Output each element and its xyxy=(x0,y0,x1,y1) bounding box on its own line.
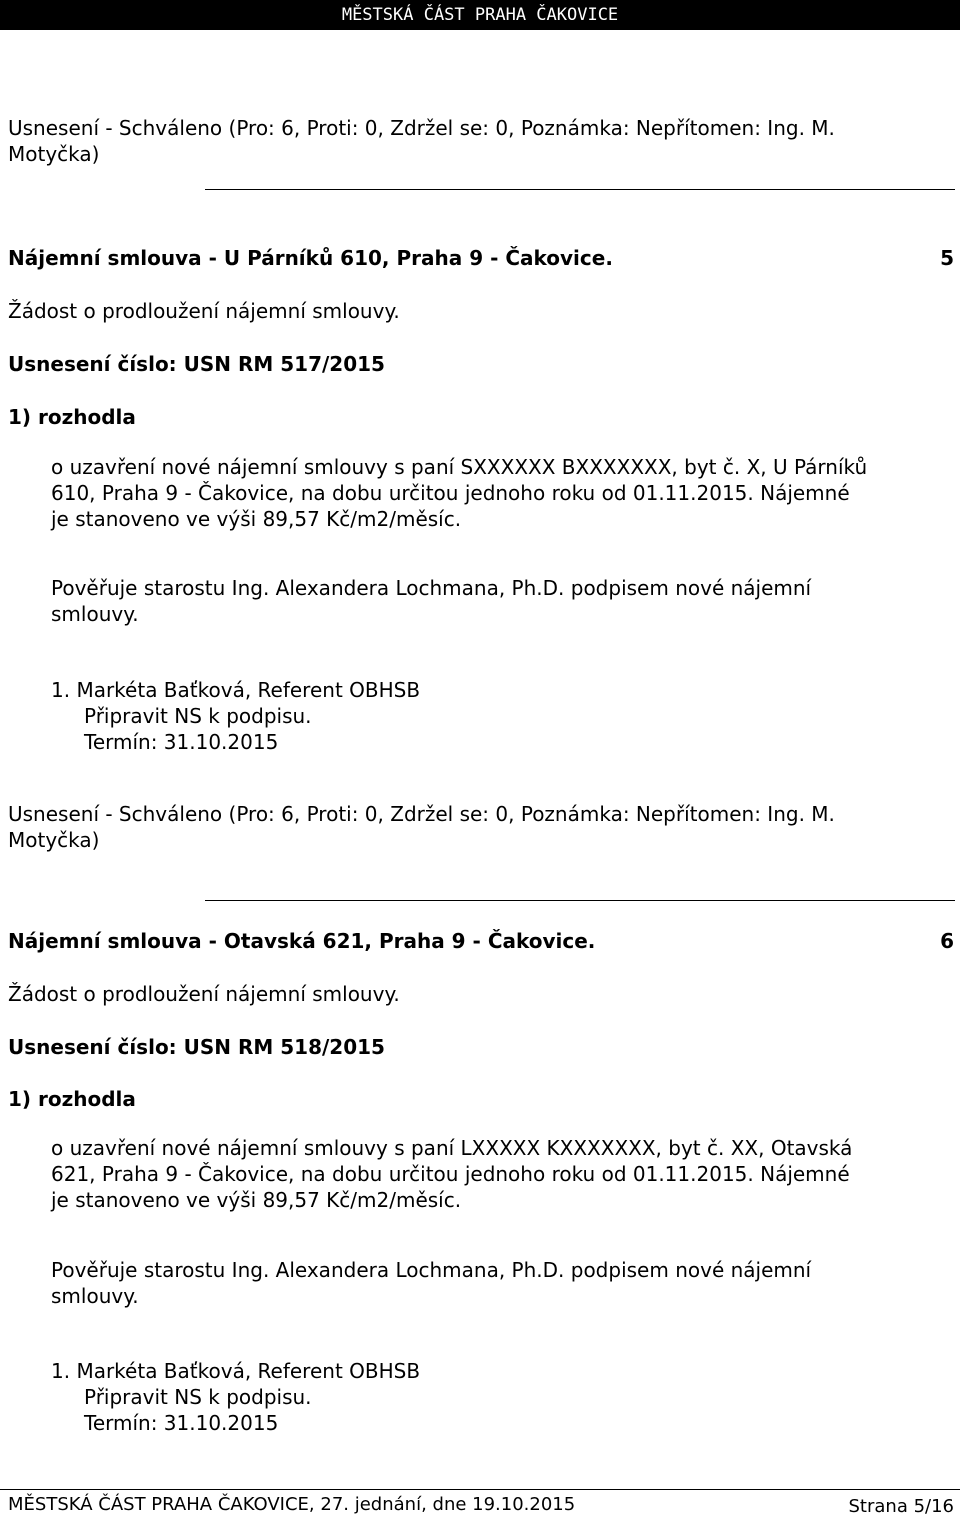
decision-heading: 1) rozhodla xyxy=(8,1087,136,1111)
task-deadline: Termín: 31.10.2015 xyxy=(84,1411,279,1435)
decision-heading: 1) rozhodla xyxy=(8,405,136,429)
text-line: 610, Praha 9 - Čakovice, na dobu určitou jednoho roku od 01.11.2015. Nájemné xyxy=(51,481,850,505)
section-divider xyxy=(205,900,955,901)
text-line: o uzavření nové nájemní smlouvy s paní SXXXXXX BXXXXXXX, byt č. X, U Párníků xyxy=(51,455,868,479)
item-number: 6 xyxy=(940,929,954,953)
vote-line: Usnesení - Schváleno (Pro: 6, Proti: 0, Zdržel se: 0, Poznámka: Nepřítomen: Ing. M. xyxy=(8,802,835,826)
item-request: Žádost o prodloužení nájemní smlouvy. xyxy=(8,982,400,1006)
text-line: 621, Praha 9 - Čakovice, na dobu určitou jednoho roku od 01.11.2015. Nájemné xyxy=(51,1162,850,1186)
header-title: MĚSTSKÁ ČÁST PRAHA ČAKOVICE xyxy=(341,5,619,25)
task-action: Připravit NS k podpisu. xyxy=(84,704,312,728)
vote-line: Motyčka) xyxy=(8,828,100,852)
vote-line: Motyčka) xyxy=(8,142,100,166)
text-line: smlouvy. xyxy=(51,1284,139,1308)
page-number: Strana 5/16 xyxy=(848,1496,954,1517)
text-line: smlouvy. xyxy=(51,602,139,626)
task-block xyxy=(51,1358,420,1436)
item-vote xyxy=(8,801,835,853)
text-line: je stanoveno ve výši 89,57 Kč/m2/měsíc. xyxy=(51,507,462,531)
item-title: Nájemní smlouva - Otavská 621, Praha 9 - Čakovice. xyxy=(8,929,596,953)
item-request: Žádost o prodloužení nájemní smlouvy. xyxy=(8,299,400,323)
text-line: Pověřuje starostu Ing. Alexandera Lochmana, Ph.D. podpisem nové nájemní xyxy=(51,1258,812,1282)
section-divider xyxy=(205,189,955,190)
authorization-text xyxy=(51,575,811,627)
footer-meeting-info: MĚSTSKÁ ČÁST PRAHA ČAKOVICE, 27. jednání, dne 19.10.2015 xyxy=(8,1494,576,1515)
decision-text xyxy=(51,1135,852,1213)
vote-line: Usnesení - Schváleno (Pro: 6, Proti: 0, Zdržel se: 0, Poznámka: Nepřítomen: Ing. M. xyxy=(8,116,835,140)
task-person: 1. Markéta Baťková, Referent OBHSB xyxy=(51,1359,421,1383)
page-footer xyxy=(0,1489,960,1520)
decision-text xyxy=(51,454,867,532)
text-line: je stanoveno ve výši 89,57 Kč/m2/měsíc. xyxy=(51,1188,462,1212)
resolution-number: Usnesení číslo: USN RM 518/2015 xyxy=(8,1035,385,1059)
text-line: Pověřuje starostu Ing. Alexandera Lochmana, Ph.D. podpisem nové nájemní xyxy=(51,576,812,600)
resolution-number: Usnesení číslo: USN RM 517/2015 xyxy=(8,352,385,376)
item-number: 5 xyxy=(940,246,954,270)
task-action: Připravit NS k podpisu. xyxy=(84,1385,312,1409)
task-deadline: Termín: 31.10.2015 xyxy=(84,730,279,754)
item-title: Nájemní smlouva - U Párníků 610, Praha 9 - Čakovice. xyxy=(8,246,613,270)
task-person: 1. Markéta Baťková, Referent OBHSB xyxy=(51,678,421,702)
text-line: o uzavření nové nájemní smlouvy s paní LXXXXX KXXXXXXX, byt č. XX, Otavská xyxy=(51,1136,853,1160)
page-header xyxy=(0,0,960,30)
task-block xyxy=(51,677,420,755)
authorization-text xyxy=(51,1257,811,1309)
previous-vote xyxy=(8,115,835,167)
